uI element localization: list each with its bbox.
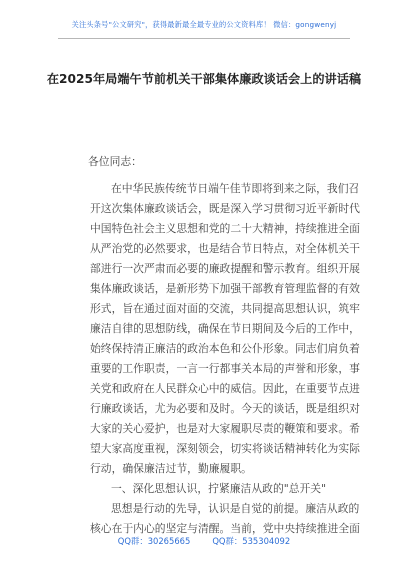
header-promo-note: 关注头条号"公文研究"，获得最新最全最专业的公文资料库！ 微信：gongwenyj	[71, 20, 337, 29]
body-line: 开这次集体廉政谈话会，既是深入学习贯彻习近平新时代	[90, 202, 360, 215]
body-line: 廉洁自律的思想防线，确保在节日期间及今后的工作中，	[90, 322, 360, 335]
body-line: 在中华民族传统节日端午佳节即将到来之际，我们召	[111, 182, 360, 195]
header-divider	[58, 38, 350, 39]
speech-body	[90, 179, 360, 539]
footer-qq-group-2: QQ群：535304092	[212, 536, 291, 546]
footer-qq-group-1: QQ群：30265665	[117, 536, 191, 546]
body-line: 一、深化思想认识，拧紧廉洁从政的"总开关"	[111, 482, 327, 495]
body-line: 形式，旨在通过面对面的交流，共同提高思想认识，筑牢	[90, 302, 360, 315]
body-line: 关党和政府在人民群众心中的威信。因此，在重要节点进	[90, 382, 360, 395]
salutation: 各位同志：	[88, 155, 142, 168]
document-title: 在2025年局端午节前机关干部集体廉政谈话会上的讲话稿	[46, 72, 362, 86]
body-line: 集体廉政谈话，是新形势下加强干部教育管理监督的有效	[90, 282, 360, 295]
body-line: 思想是行动的先导，认识是自觉的前提。廉洁从政的	[111, 502, 360, 515]
body-line: 中国特色社会主义思想和党的二十大精神，持续推进全面	[90, 222, 360, 235]
body-line: 从严治党的必然要求，也是结合节日特点，对全体机关干	[90, 242, 360, 255]
body-line: 大家的关心爱护，也是对大家履职尽责的鞭策和要求。希	[90, 422, 360, 435]
footer-contact	[0, 535, 408, 547]
body-line: 部进行一次严肃而必要的廉政提醒和警示教育。组织开展	[90, 262, 360, 275]
body-line: 行动，确保廉洁过节，勤廉履职。	[90, 462, 252, 475]
body-line: 行廉政谈话，尤为必要和及时。今天的谈话，既是组织对	[90, 402, 360, 415]
body-line: 始终保持清正廉洁的政治本色和公仆形象。同志们肩负着	[90, 342, 360, 355]
body-line: 核心在于内心的坚定与清醒。当前，党中央持续推进全面	[90, 522, 360, 535]
body-line: 望大家高度重视，深刻领会，切实将谈话精神转化为实际	[90, 442, 360, 455]
body-line: 重要的工作职责，一言一行都事关本局的声誉和形象，事	[90, 362, 360, 375]
